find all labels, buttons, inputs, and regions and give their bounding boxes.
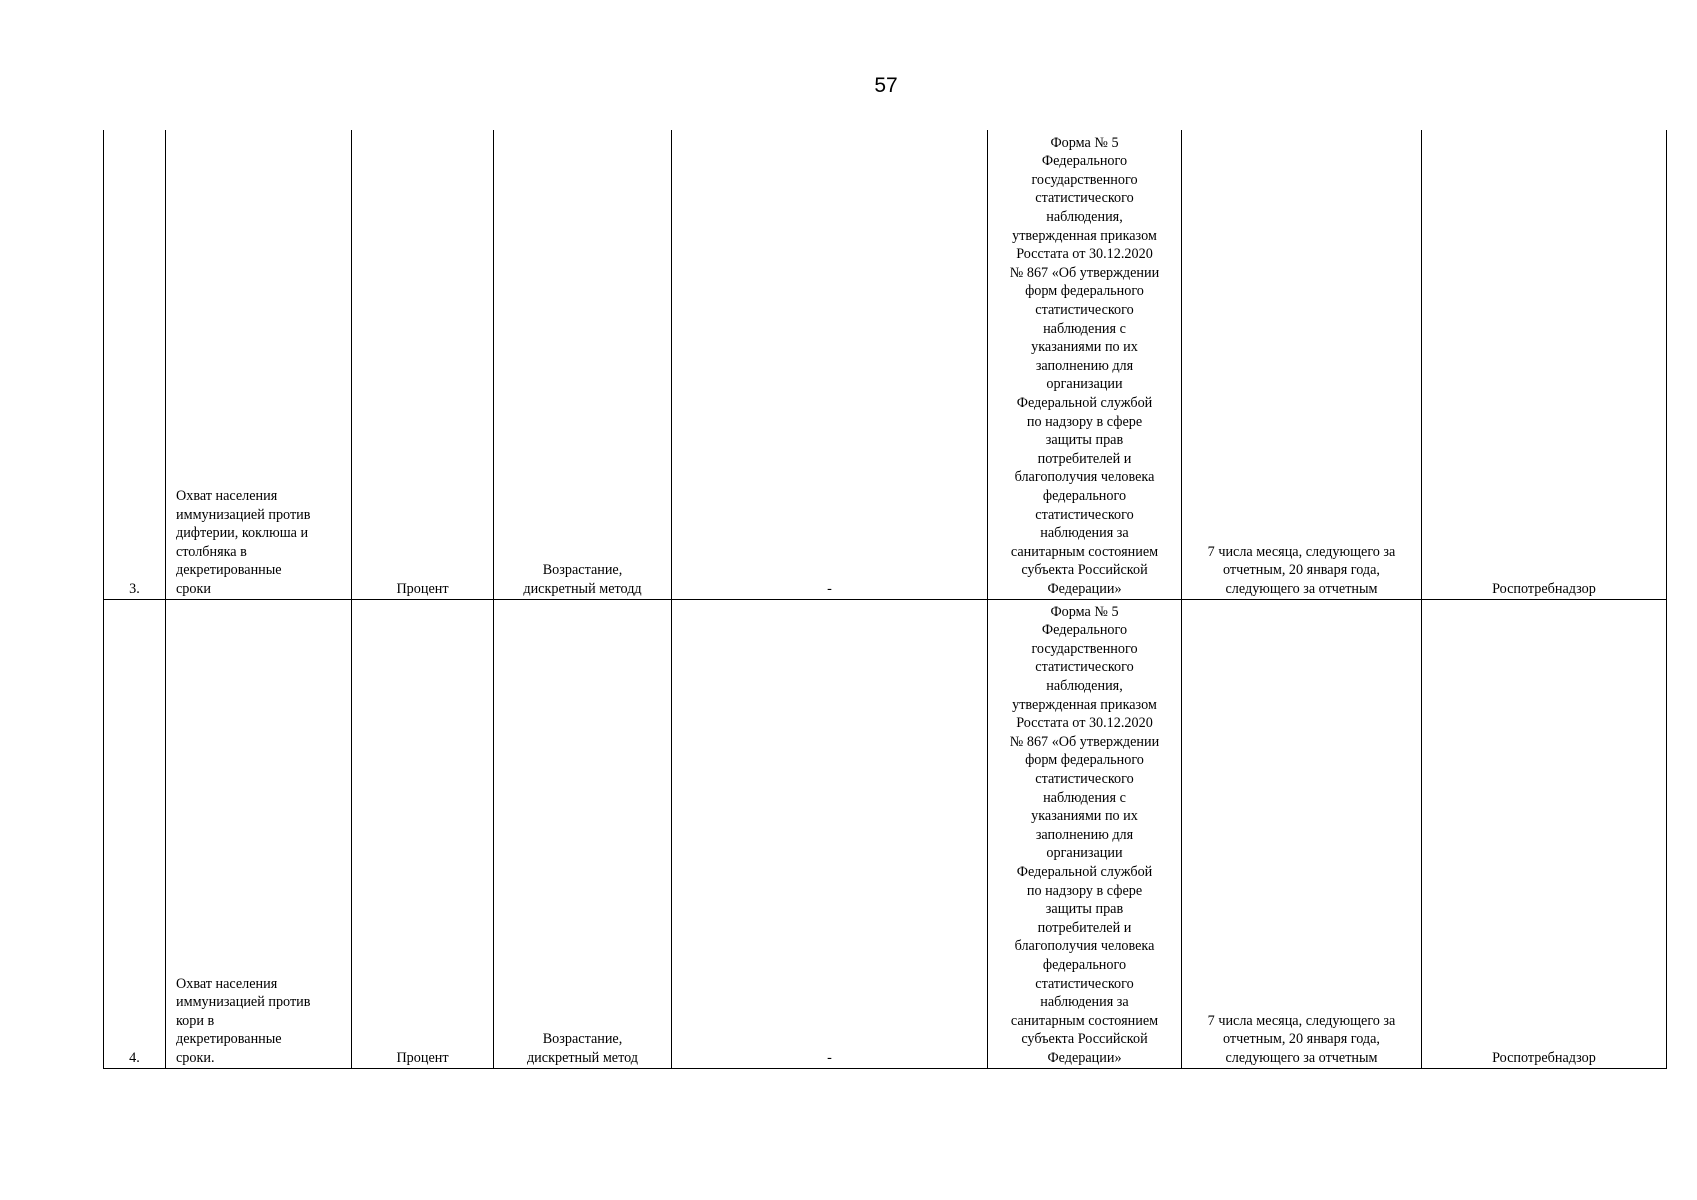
unit: Процент [396, 1049, 449, 1066]
responsible: Роспотребнадзор [1492, 580, 1596, 597]
direction: Возрастание, дискретный методд [523, 562, 642, 597]
row-number-cell [104, 130, 166, 599]
row-number: 3. [129, 580, 140, 597]
indicator-name: Охват населения иммунизацией против кори в декретированные сроки. [176, 975, 311, 1066]
data-source: Форма № 5 Федерального государственного статистического наблюдения, утвержденная приказом Росстата от 30.12.2020 № 867 «Об утверждении форм федерального статистического наблюдения с указаниями по их заполнению для организации Федеральной службой по надзору в сфере защиты прав потребителей и благополучия человека федерального статистического наблюдения за санитарным состоянием субъекта Российской Федерации» [1009, 603, 1160, 1066]
indicator-name: Охват населения иммунизацией против дифтерии, коклюша и столбняка в декретированные сроки [176, 487, 311, 597]
deadline: 7 числа месяца, следующего за отчетным, 20 января года, следующего за отчетным [1207, 1012, 1396, 1066]
page-number: 57 [874, 74, 898, 97]
calculation-cell [672, 599, 988, 1068]
unit: Процент [396, 580, 449, 597]
table-row [104, 599, 1667, 1068]
direction-cell [494, 130, 672, 599]
deadline: 7 числа месяца, следующего за отчетным, 20 января года, следующего за отчетным [1207, 543, 1396, 597]
indicator-name-cell [166, 130, 352, 599]
row-number: 4. [129, 1049, 140, 1066]
unit-cell [352, 130, 494, 599]
calculation-cell [672, 130, 988, 599]
direction: Возрастание, дискретный метод [526, 1031, 639, 1066]
direction-cell [494, 599, 672, 1068]
unit-cell [352, 599, 494, 1068]
calculation: - [827, 1049, 832, 1066]
deadline-cell [1182, 599, 1422, 1068]
calculation: - [827, 580, 832, 597]
data-source-cell [988, 599, 1182, 1068]
data-source: Форма № 5 Федерального государственного статистического наблюдения, утвержденная приказом Росстата от 30.12.2020 № 867 «Об утверждении форм федерального статистического наблюдения с указаниями по их заполнению для организации Федеральной службой по надзору в сфере защиты прав потребителей и благополучия человека федерального статистического наблюдения за санитарным состоянием субъекта Российской Федерации» [1009, 134, 1160, 597]
table-row [104, 130, 1667, 599]
responsible-cell [1422, 130, 1667, 599]
indicator-name-cell [166, 599, 352, 1068]
responsible-cell [1422, 599, 1667, 1068]
row-number-cell [104, 599, 166, 1068]
responsible: Роспотребнадзор [1492, 1049, 1596, 1066]
deadline-cell [1182, 130, 1422, 599]
data-source-cell [988, 130, 1182, 599]
indicators-table [103, 130, 1667, 1069]
